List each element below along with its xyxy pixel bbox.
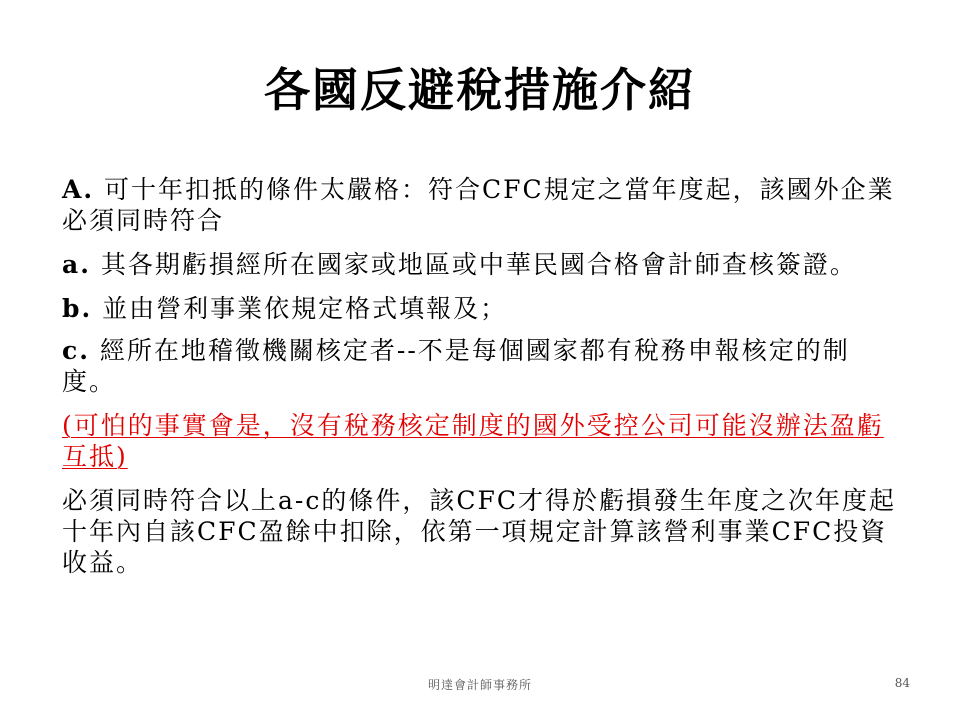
footer-organization: 明達會計師事務所 (427, 678, 532, 692)
paragraph-c (62, 335, 902, 397)
slide-title: 各國反避稅措施介紹 (264, 63, 696, 117)
paragraph-text: 其各期虧損經所在國家或地區或中華民國合格會計師查核簽證。 (90, 250, 857, 279)
warning-text: (可怕的事實會是，沒有稅務核定制度的國外受控公司可能沒辦法盈虧互抵) (62, 411, 884, 471)
paragraph-prefix: c. (62, 336, 90, 365)
paragraph-text: 並由營利事業依規定格式填報及； (92, 294, 508, 323)
page-number: 84 (894, 676, 910, 690)
paragraph-a-lower (62, 249, 902, 280)
slide-body (62, 174, 902, 591)
paragraph-a-upper (62, 174, 902, 236)
paragraph-text: 經所在地稽徵機關核定者--不是每個國家都有稅務申報核定的制度。 (62, 336, 850, 396)
paragraph-prefix: A. (62, 175, 95, 204)
paragraph-prefix: b. (62, 294, 93, 323)
warning-note (62, 410, 902, 472)
paragraph-b (62, 293, 902, 324)
paragraph-text: 必須同時符合以上a-c的條件，該CFC才得於虧損發生年度之次年度起十年內自該CFC盈餘中扣除，依第一項規定計算該營利事業CFC投資收益。 (62, 486, 896, 577)
paragraph-prefix: a. (62, 250, 91, 279)
paragraph-text: 可十年扣抵的條件太嚴格：符合CFC規定之當年度起，該國外企業必須同時符合 (62, 175, 895, 235)
conclusion-paragraph (62, 485, 902, 578)
